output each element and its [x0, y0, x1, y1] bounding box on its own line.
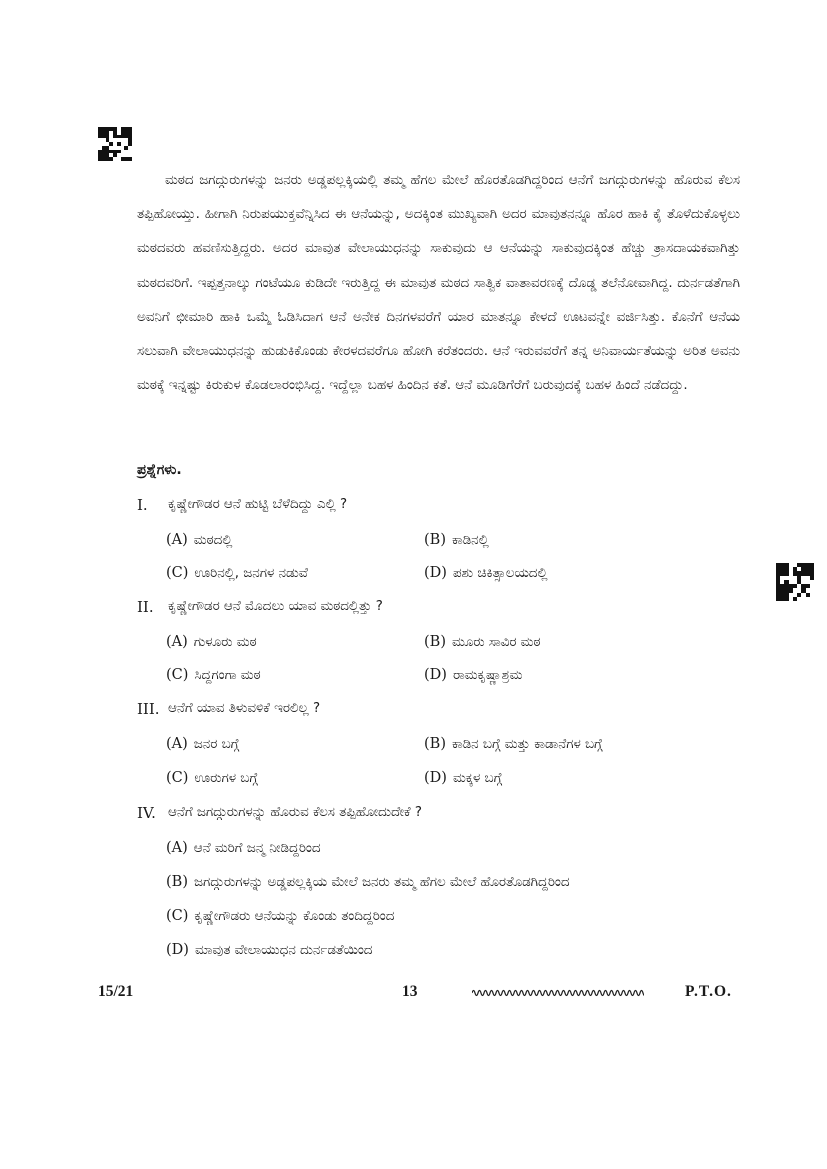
option-key: (D)	[166, 942, 189, 958]
option-text: ಕಾಡಿನ ಬಗ್ಗೆ ಮತ್ತು ಕಾಡಾನೆಗಳ ಬಗ್ಗೆ	[451, 737, 603, 752]
option-a	[166, 733, 239, 756]
question-number: I.	[137, 496, 148, 514]
option-d	[166, 939, 372, 962]
option-text: ಕಾಡಿನಲ್ಲಿ	[451, 533, 489, 548]
option-d	[424, 562, 548, 585]
option-key: (D)	[424, 667, 447, 683]
option-text: ರಾಮಕೃಷ್ಣಾಶ್ರಮ	[452, 668, 523, 683]
question-text: ಕೃಷ್ಣೇಗೌಡರ ಆನೆ ಮೊದಲು ಯಾವ ಮಠದಲ್ಲಿತ್ತು ?	[168, 599, 383, 614]
questions-heading: ಪ್ರಶ್ನೆಗಳು.	[137, 462, 182, 478]
wavy-line-divider	[472, 986, 644, 1000]
option-b	[424, 529, 489, 552]
paper-code: 15/21	[98, 983, 134, 1000]
option-text: ಜಗದ್ಗುರುಗಳನ್ನು ಅಡ್ಡಪಲ್ಲಕ್ಕಿಯ ಮೇಲೆ ಜನರು ತಮ್ಮ ಹೆಗಲ ಮೇಲೆ ಹೊರತೊಡಗಿದ್ದರಿಂದ	[193, 875, 570, 890]
option-text: ಊರುಗಳ ಬಗ್ಗೆ	[194, 771, 258, 786]
question-text: ಕೃಷ್ಣೇಗೌಡರ ಆನೆ ಹುಟ್ಟಿ ಬೆಳೆದಿದ್ದು ಎಲ್ಲಿ ?	[168, 497, 348, 512]
option-key: (B)	[424, 736, 446, 752]
option-text: ಊರಿನಲ್ಲಿ, ಜನಗಳ ನಡುವೆ	[194, 566, 308, 581]
option-key: (B)	[424, 532, 446, 548]
question-number: IV.	[137, 804, 156, 822]
option-key: (C)	[166, 565, 189, 581]
option-key: (B)	[166, 874, 188, 890]
option-c	[166, 562, 308, 585]
option-key: (A)	[166, 532, 188, 548]
question-text: ಆನೆಗೆ ಜಗದ್ಗುರುಗಳನ್ನು ಹೊರುವ ಕೆಲಸ ತಪ್ಪಿಹೋದುದೇಕೆ ?	[168, 805, 422, 820]
option-key: (A)	[166, 736, 188, 752]
question-text: ಆನೆಗೆ ಯಾವ ತಿಳುವಳಿಕೆ ಇರಲಿಲ್ಲ ?	[168, 701, 321, 716]
option-text: ಸಿದ್ದಗಂಗಾ ಮಠ	[194, 668, 261, 683]
question-number: III.	[137, 700, 160, 718]
option-text: ಜನರ ಬಗ್ಗೆ	[193, 737, 240, 752]
option-key: (D)	[424, 770, 447, 786]
option-d	[424, 664, 522, 687]
option-d	[424, 767, 502, 790]
option-c	[166, 664, 261, 687]
option-text: ಮೂರು ಸಾವಿರ ಮಠ	[451, 635, 541, 650]
option-text: ಮಕ್ಕಳ ಬಗ್ಗೆ	[452, 771, 503, 786]
option-key: (C)	[166, 908, 189, 924]
option-b	[424, 631, 541, 654]
option-key: (A)	[166, 634, 188, 650]
option-text: ಆನೆ ಮರಿಗೆ ಜನ್ಮ ನೀಡಿದ್ದರಿಂದ	[193, 841, 321, 856]
qr-code-icon	[98, 127, 132, 161]
option-c	[166, 905, 394, 928]
option-text: ಪಶು ಚಿಕಿತ್ಸಾಲಯದಲ್ಲಿ	[452, 566, 548, 581]
pto-label: P.T.O.	[685, 983, 732, 1000]
option-text: ಮಠದಲ್ಲಿ	[193, 533, 233, 548]
option-key: (C)	[166, 770, 189, 786]
option-c	[166, 767, 258, 790]
option-text: ಗುಳೂರು ಮಠ	[193, 635, 257, 650]
reading-passage: ಮಠದ ಜಗದ್ಗುರುಗಳನ್ನು ಜನರು ಅಡ್ಡಪಲ್ಲಕ್ಕಿಯಲ್ಲಿ ತಮ್ಮ ಹೆಗಲ ಮೇಲೆ ಹೊರತೊಡಗಿದ್ದರಿಂದ ಆನೆಗೆ ಜಗದ್ಗುರುಗಳನ್ನು ಹೊರುವ ಕೆಲಸ ತಪ್ಪಿಹೋಯ್ತು. ಹೀಗಾಗಿ ನಿರುಪಯುಕ್ತವೆನ್ನಿಸಿದ ಈ ಆನೆಯನ್ನು, ಅದಕ್ಕಿಂತ ಮುಖ್ಯವಾಗಿ ಅದರ ಮಾವುತನನ್ನೂ ಹೊರ ಹಾಕಿ ಕೈ ತೊಳೆದುಕೊಳ್ಳಲು ಮಠದವರು ಹವಣಿಸುತ್ತಿದ್ದರು. ಅದರ ಮಾವುತ ವೇಲಾಯುಧನನ್ನು ಸಾಕುವುದು ಆ ಆನೆಯನ್ನು ಸಾಕುವುದಕ್ಕಿಂತ ಹೆಚ್ಚು ತ್ರಾಸದಾಯಕವಾಗಿತ್ತು ಮಠದವರಿಗೆ. ಇಪ್ಪತ್ತನಾಲ್ಕು ಗಂಟೆಯೂ ಕುಡಿದೇ ಇರುತ್ತಿದ್ದ ಈ ಮಾವುತ ಮಠದ ಸಾತ್ವಿಕ ವಾತಾವರಣಕ್ಕೆ ದೊಡ್ಡ ತಲೆನೋವಾಗಿದ್ದ. ದುರ್ನಡತೆಗಾಗಿ ಅವನಿಗೆ ಛೀಮಾರಿ ಹಾಕಿ ಒಮ್ಮೆ ಓಡಿಸಿದಾಗ ಆನೆ ಅನೇಕ ದಿನಗಳವರೆಗೆ ಯಾರ ಮಾತನ್ನೂ ಕೇಳದೆ ಊಟವನ್ನೇ ವರ್ಜಿಸಿತ್ತು. ಕೊನೆಗೆ ಆನೆಯ ಸಲುವಾಗಿ ವೇಲಾಯುಧನನ್ನು ಹುಡುಕಿಕೊಂಡು ಕೇರಳದವರೆಗೂ ಹೋಗಿ ಕರೆತಂದರು. ಆನೆ ಇರುವವರೆಗೆ ತನ್ನ ಅನಿವಾರ್ಯತೆಯನ್ನು ಅರಿತ ಅವನು ಮಠಕ್ಕೆ ಇನ್ನಷ್ಟು ಕಿರುಕುಳ ಕೊಡಲಾರಂಭಿಸಿದ್ದ. ಇದ್ದೆಲ್ಲಾ ಬಹಳ ಹಿಂದಿನ ಕತೆ. ಆನೆ ಮೂಡಿಗೆರೆಗೆ ಬರುವುದಕ್ಕೆ ಬಹಳ ಹಿಂದೆ ನಡೆದದ್ದು.	[137, 173, 740, 394]
option-key: (D)	[424, 565, 447, 581]
option-text: ಮಾವುತ ವೇಲಾಯುಧನ ದುರ್ನಡತೆಯಿಂದ	[194, 943, 373, 958]
qr-code-icon	[776, 563, 814, 601]
option-b	[424, 733, 603, 756]
option-key: (B)	[424, 634, 446, 650]
option-a	[166, 837, 321, 860]
option-a	[166, 631, 257, 654]
option-b	[166, 871, 570, 894]
option-key: (A)	[166, 840, 188, 856]
option-key: (C)	[166, 667, 189, 683]
question-number: II.	[137, 598, 154, 616]
option-a	[166, 529, 232, 552]
page-number: 13	[402, 983, 418, 1000]
option-text: ಕೃಷ್ಣೇಗೌಡರು ಆನೆಯನ್ನು ಕೊಂಡು ತಂದಿದ್ದರಿಂದ	[194, 909, 395, 924]
